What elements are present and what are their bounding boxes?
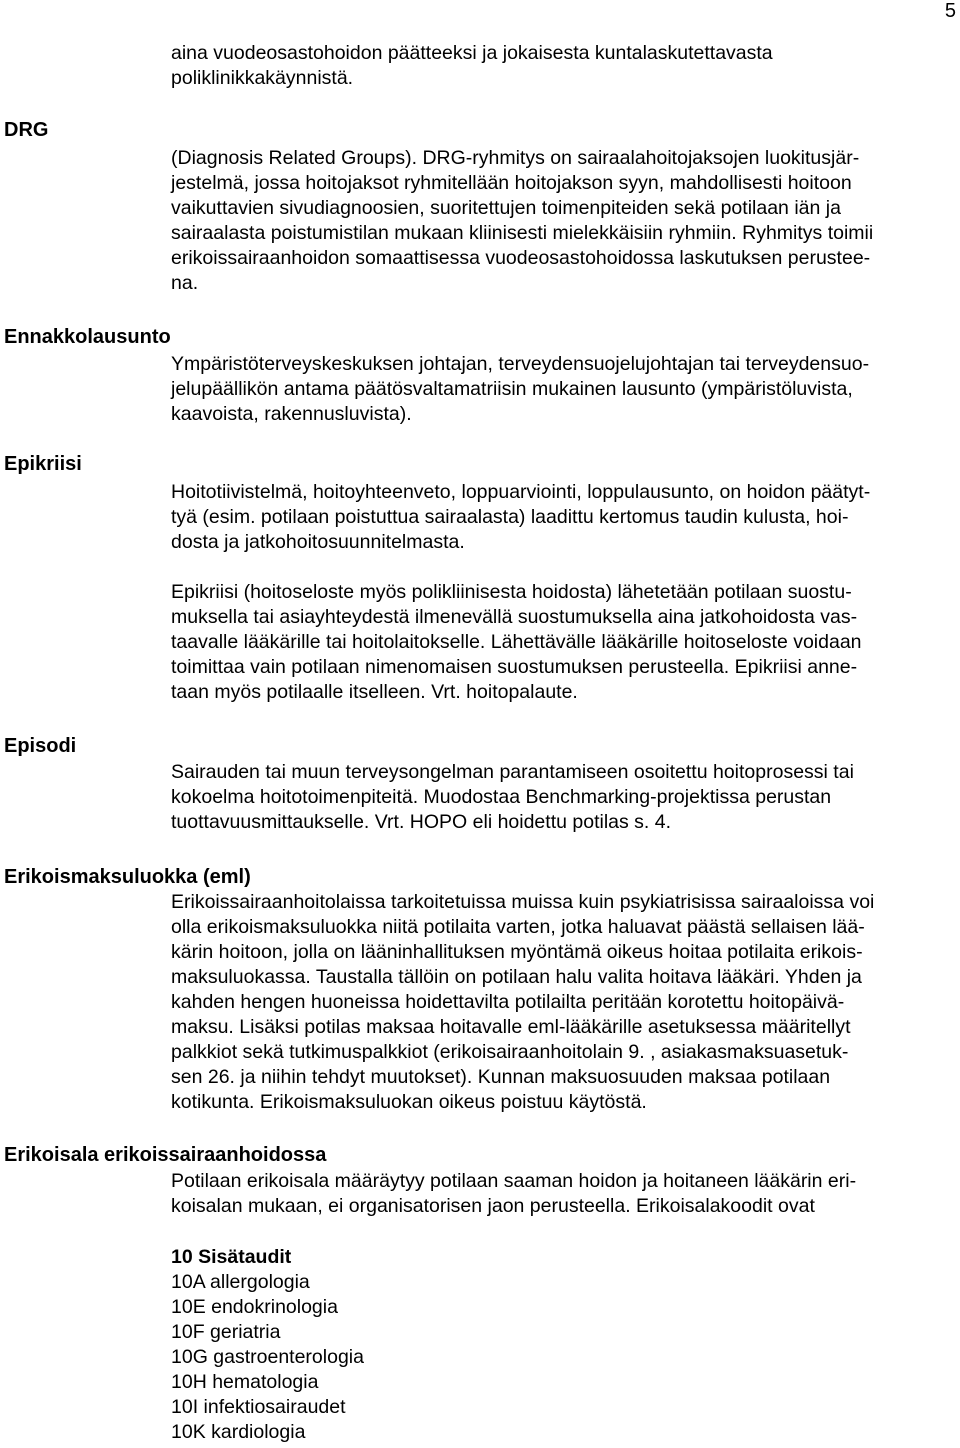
text-line: Potilaan erikoisala määräytyy potilaan saaman hoidon ja hoitaneen lääkärin eri- xyxy=(171,1170,857,1192)
text-line: maksu. Lisäksi potilas maksaa hoitavalle eml-lääkärille asetuksessa määritellyt xyxy=(171,1016,851,1038)
text-line: maksuluokassa. Taustalla tällöin on potilaan halu valita hoitava lääkäri. Yhden ja xyxy=(171,966,862,988)
code-heading: 10 Sisätaudit xyxy=(171,1246,292,1268)
definition-epikriisi-continued xyxy=(171,580,862,705)
text-line: poliklinikkakäynnistä. xyxy=(171,67,354,89)
text-line: sen 26. ja niihin tehdyt muutokset). Kunnan maksuosuuden maksaa potilaan xyxy=(171,1066,831,1088)
text-line: kärin hoitoon, jolla on lääninhallituksen myöntämä oikeus hoitaa potilaita erikois- xyxy=(171,941,863,963)
definition-episodi xyxy=(171,760,854,835)
text-line: taan myös potilaalle itselleen. Vrt. hoitopalaute. xyxy=(171,681,578,703)
code-item: 10F geriatria xyxy=(171,1321,281,1343)
text-line: tuottavuusmittaukselle. Vrt. HOPO eli hoidettu potilas s. 4. xyxy=(171,811,672,833)
text-line: na. xyxy=(171,272,199,294)
text-line: vaikuttavien sivudiagnoosien, suoritettujen toimenpiteiden sekä potilaan iän ja xyxy=(171,197,841,219)
text-line: Epikriisi (hoitoseloste myös polikliinisesta hoidosta) lähetetään potilaan suostu- xyxy=(171,581,852,603)
code-item: 10I infektiosairaudet xyxy=(171,1396,346,1418)
text-line: jelupäällikön antama päätösvaltamatriisin mukainen lausunto (ympäristöluvista, xyxy=(171,378,853,400)
term-erikoismaksuluokka: Erikoismaksuluokka (eml) xyxy=(4,866,251,888)
text-line: olla erikoismaksuluokka niitä potilaita varten, jotka haluavat päästä sellaisen lää- xyxy=(171,916,865,938)
text-line: kokoelma hoitotoimenpiteitä. Muodostaa Benchmarking-projektissa perustan xyxy=(171,786,832,808)
definition-drg xyxy=(171,146,873,296)
code-item: 10H hematologia xyxy=(171,1371,319,1393)
definition-erikoisala xyxy=(171,1169,856,1219)
definition-ennakkolausunto xyxy=(171,352,869,427)
specialty-code-list xyxy=(171,1245,364,1445)
intro-paragraph xyxy=(171,41,773,91)
term-ennakkolausunto: Ennakkolausunto xyxy=(4,326,171,348)
text-line: Erikoissairaanhoitolaissa tarkoitetuissa muissa kuin psykiatrisissa sairaaloissa voi xyxy=(171,891,875,913)
text-line: kahden hengen huoneissa hoidettavilta potilailta peritään korotettu hoitopäivä- xyxy=(171,991,845,1013)
text-line: kotikunta. Erikoismaksuluokan oikeus poistuu käytöstä. xyxy=(171,1091,647,1113)
text-line: dosta ja jatkohoitosuunnitelmasta. xyxy=(171,531,465,553)
text-line: (Diagnosis Related Groups). DRG-ryhmitys on sairaalahoitojaksojen luokitusjär- xyxy=(171,147,860,169)
text-line: kaavoista, rakennusluvista). xyxy=(171,403,412,425)
term-epikriisi: Epikriisi xyxy=(4,453,82,475)
code-item: 10E endokrinologia xyxy=(171,1296,338,1318)
definition-erikoismaksuluokka xyxy=(171,890,874,1115)
text-line: tyä (esim. potilaan poistuttua sairaalasta) laadittu kertomus taudin kulusta, hoi- xyxy=(171,506,849,528)
term-drg: DRG xyxy=(4,119,49,141)
code-item: 10K kardiologia xyxy=(171,1421,306,1443)
text-line: taavalle lääkärille tai hoitolaitokselle. Lähettävälle lääkärille hoitoseloste voidaan xyxy=(171,631,862,653)
term-erikoisala: Erikoisala erikoissairaanhoidossa xyxy=(4,1144,327,1166)
text-line: aina vuodeosastohoidon päätteeksi ja jokaisesta kuntalaskutettavasta xyxy=(171,42,773,64)
code-item: 10A allergologia xyxy=(171,1271,310,1293)
text-line: Ympäristöterveyskeskuksen johtajan, terveydensuojelujohtajan tai terveydensuo- xyxy=(171,353,870,375)
text-line: erikoissairaanhoidon somaattisessa vuodeosastohoidossa laskutuksen perustee- xyxy=(171,247,871,269)
text-line: Sairauden tai muun terveysongelman parantamiseen osoitettu hoitoprosessi tai xyxy=(171,761,854,783)
text-line: toimittaa vain potilaan nimenomaisen suostumuksen perusteella. Epikriisi anne- xyxy=(171,656,858,678)
code-item: 10G gastroenterologia xyxy=(171,1346,364,1368)
page-number: 5 xyxy=(944,0,956,22)
text-line: muksella tai asiayhteydestä ilmenevällä suostumuksella aina jatkohoidosta vas- xyxy=(171,606,858,628)
term-episodi: Episodi xyxy=(4,735,77,757)
text-line: jestelmä, jossa hoitojaksot ryhmitellään hoitojakson syyn, mahdollisesti hoitoon xyxy=(171,172,852,194)
text-line: Hoitotiivistelmä, hoitoyhteenveto, loppuarviointi, loppulausunto, on hoidon päätyt- xyxy=(171,481,871,503)
text-line: koisalan mukaan, ei organisatorisen jaon perusteella. Erikoisalakoodit ovat xyxy=(171,1195,815,1217)
definition-epikriisi xyxy=(171,480,870,555)
text-line: sairaalasta poistumistilan mukaan kliinisesti mielekkäisiin ryhmiin. Ryhmitys toimii xyxy=(171,222,874,244)
text-line: palkkiot sekä tutkimuspalkkiot (erikoisairaanhoitolain 9. , asiakasmaksuasetuk- xyxy=(171,1041,849,1063)
